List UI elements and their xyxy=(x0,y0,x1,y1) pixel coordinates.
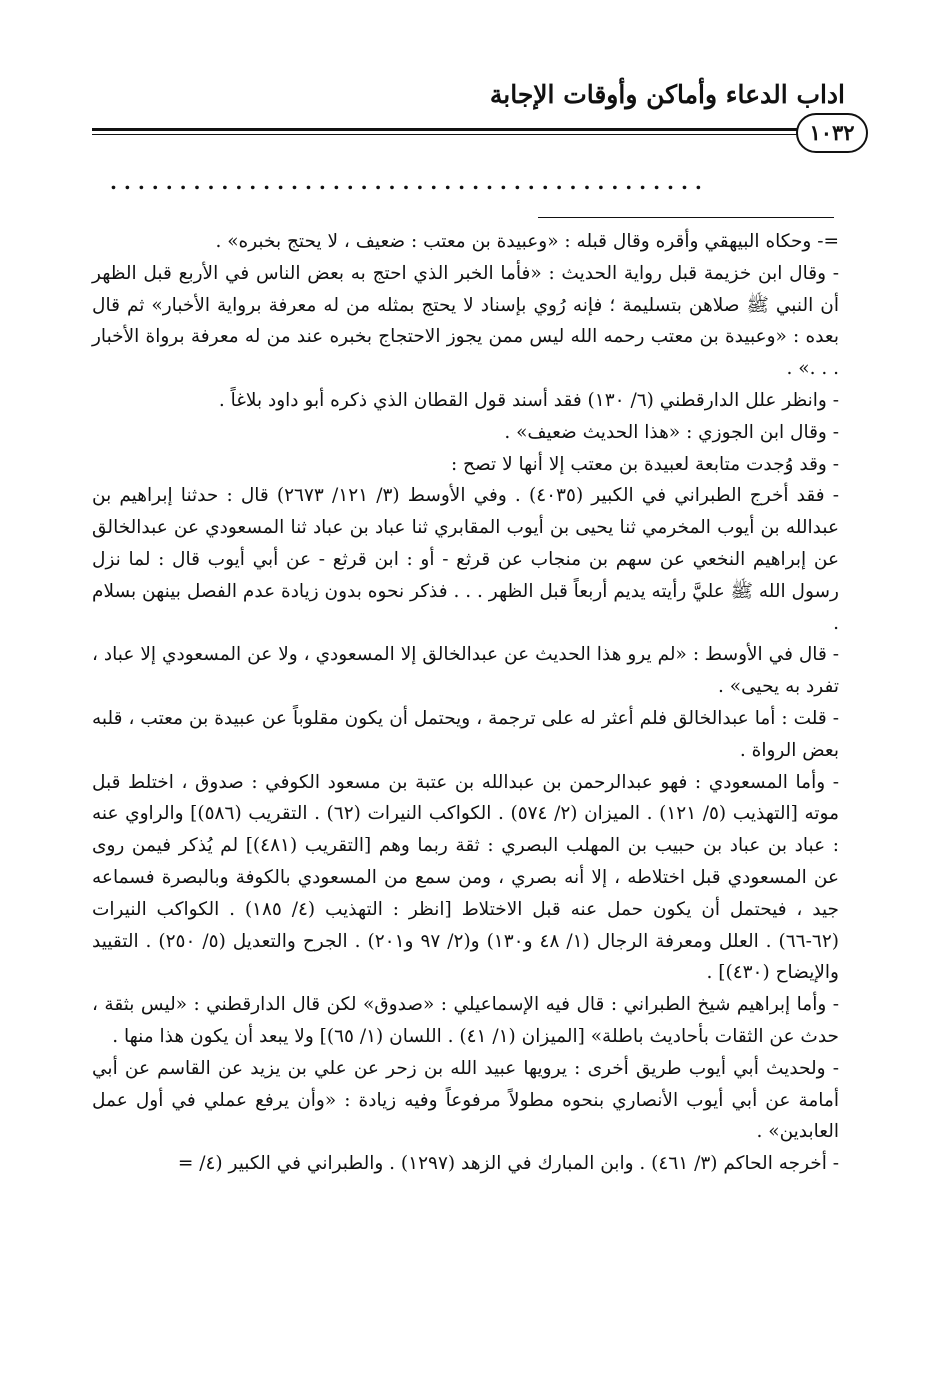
footnote-body xyxy=(92,226,839,1180)
paragraph: - فقد أخرج الطبراني في الكبير (٤٠٣٥) . وفي الأوسط (٣/ ١٢١/ ٢٦٧٣) قال : حدثنا إبراهيم بن عبدالله بن أيوب المخرمي ثنا يحيى بن أيوب المقابري ثنا عباد بن عباد ثنا المسعودي عن عبدالخالق عن إبراهيم النخعي عن سهم بن منجاب عن قرثع - أو : ابن قرثع - عن أبي أيوب قال : لما نزل رسول الله ﷺ عليَّ رأيته يديم أربعاً قبل الظهر . . . فذكر نحوه بدون زيادة عدم الفصل بينهن بسلام . xyxy=(92,485,839,634)
running-title: اداب الدعاء وأماكن وأوقات الإجابة xyxy=(489,80,845,109)
paragraph: - وانظر علل الدارقطني (٦/ ١٣٠) فقد أسند قول القطان الذي ذكره أبو داود بلاغاً . xyxy=(218,389,839,411)
footnote-rule xyxy=(538,217,834,218)
paragraph: - ولحديث أبي أيوب طريق أخرى : يرويها عبيد الله بن زحر عن علي بن يزيد عن القاسم عن أبي أمامة عن أبي أيوب الأنصاري بنحوه مطولاً مرفوعاً وفيه زيادة : «وأن يرفع عملي في أول عمل العابدين» . xyxy=(92,1057,839,1143)
paragraph: - وقال ابن الجوزي : «هذا الحديث ضعيف» . xyxy=(504,421,839,443)
paragraph: - وقد وُجدت متابعة لعبيدة بن معتب إلا أنها لا تصح : xyxy=(450,453,839,475)
paragraph: - قال في الأوسط : «لم يرو هذا الحديث عن عبدالخالق إلا المسعودي ، ولا عن المسعودي إلا عباد ، تفرد به يحيى» . xyxy=(92,644,839,698)
paragraph: - قلت : أما عبدالخالق فلم أعثر له على ترجمة ، ويحتمل أن يكون مقلوباً عن عبيدة بن معتب ، قلبه بعض الرواة . xyxy=(92,707,839,761)
paragraph: - وأما المسعودي : فهو عبدالرحمن بن عبدالله بن عتبة بن مسعود الكوفي : صدوق ، اختلط قبل موته [التهذيب (٥/ ١٢١) . الميزان (٢/ ٥٧٤) . الكواكب النيرات (٦٢) . التقريب (٥٨٦)] والراوي عنه : عباد بن عباد بن حبيب بن المهلب البصري : ثقة ربما وهم [التقريب (٤٨١)] لم يُذكر فيمن روى عن المسعودي قبل اختلاطه ، إلا أنه بصري ، ومن سمع من المسعودي بالكوفة وبالبصرة فسماعه جيد ، فيحتمل أن يكون حمل عنه قبل الاختلاط [انظر : التهذيب (٤/ ١٨٥) . الكواكب النيرات (٦٢-٦٦) . العلل ومعرفة الرجال (١/ ٤٨ و١٣٠) و(٢/ ٩٧ و٢٠١) . الجرح والتعديل (٥/ ٢٥٠) . التقييد والإيضاح (٤٣٠)] . xyxy=(92,771,839,984)
separator-dots: . . . . . . . . . . . . . . . . . . . . . . . . . . . . . . . . . . . . . . . . . . . xyxy=(110,170,702,194)
paragraph: - وقال ابن خزيمة قبل رواية الحديث : «فأما الخبر الذي احتج به بعض الناس في الأربع قبل الظهر أن النبي ﷺ صلاهن بتسليمة ؛ فإنه رُوي بإسناد لا يحتج بمثله من له معرفة برواية الأخبار» ثم قال بعده : «وعبيدة بن معتب رحمه الله ليس ممن يجوز الاحتجاج بخبره عند من له معرفة برواة الأخبار . . .» . xyxy=(92,262,839,380)
header-rule-thin xyxy=(92,134,799,135)
header-rule-thick xyxy=(92,128,799,131)
paragraph: =- وحكاه البيهقي وأقره وقال قبله : «وعبيدة بن معتب : ضعيف ، لا يحتج بخبره» . xyxy=(215,231,839,252)
paragraph: - أخرجه الحاكم (٣/ ٤٦١) . وابن المبارك في الزهد (١٢٩٧) . والطبراني في الكبير (٤/ = xyxy=(177,1153,839,1175)
page-number: ١٠٣٢ xyxy=(796,113,868,153)
paragraph: - وأما إبراهيم شيخ الطبراني : قال فيه الإسماعيلي : «صدوق» لكن قال الدارقطني : «ليس بثقة ، حدث عن الثقات بأحاديث باطلة» [الميزان (١/ ٤١) . اللسان (١/ ٦٥)] ولا يبعد أن يكون هذا منها . xyxy=(92,994,839,1047)
